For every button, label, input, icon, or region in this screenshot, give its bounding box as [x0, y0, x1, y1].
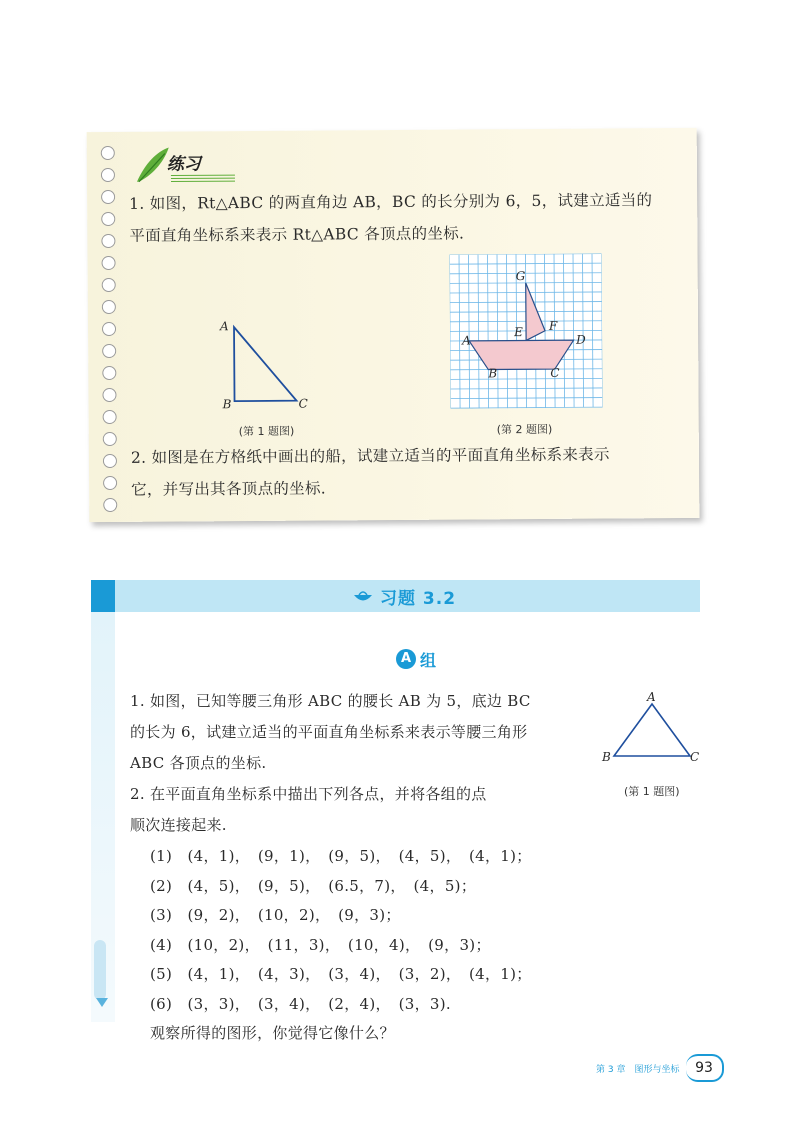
practice-q2 [131, 438, 691, 506]
point-groups [150, 842, 610, 1049]
fig2-label-a: A [462, 333, 471, 348]
fig1-label-a: A [219, 319, 229, 334]
boat-grid-figure [450, 254, 603, 409]
point-group-3: (3) (9，2)， (10，2)， (9，3)； [150, 906, 401, 924]
exercise-q1-line3: ABC 各顶点的坐标. [130, 754, 267, 772]
point-group-5: (5) (4，1)， (4，3)， (3，4)， (3，2)， (4，1)； [150, 965, 532, 983]
fig2-label-f: F [548, 318, 558, 333]
point-group-1: (1) (4，1)， (9，1)， (9，5)， (4，5)， (4，1)； [150, 847, 532, 865]
fig2-label-b: B [488, 366, 498, 381]
fig2-label-g: G [515, 269, 526, 284]
fig2-label-d: D [576, 332, 586, 347]
point-group-4: (4) (10，2)， (11，3)， (10，4)， (9，3)； [150, 935, 491, 954]
binder-ring [102, 388, 116, 402]
point-group-6: (6) (3，3)， (3，4)， (2，4)， (3，3). [150, 994, 451, 1013]
iso-caption: (第 1 题图) [624, 785, 680, 798]
point-group-2: (2) (4，5)， (9，5)， (6.5，7)， (4，5)； [150, 876, 477, 895]
binder-ring [102, 322, 116, 336]
binder-ring [103, 454, 117, 468]
practice-title: 练习 [166, 154, 201, 175]
iso-label-b: B [602, 750, 611, 764]
iso-label-c: C [690, 750, 700, 764]
group-a-badge: A [396, 649, 416, 669]
right-triangle-figure [216, 319, 317, 410]
binder-ring [102, 366, 116, 380]
practice-card [87, 128, 700, 522]
binder-ring [101, 190, 115, 204]
exercise-closing: 观察所得的图形，你觉得它像什么？ [150, 1024, 395, 1042]
exercise-q1 [130, 686, 600, 841]
binder-ring [101, 212, 115, 226]
exercise-q1-line1: 1. 如图，已知等腰三角形 ABC 的腰长 AB 为 5，底边 BC [130, 692, 531, 710]
footer-chapter: 第 3 章 图形与坐标 [596, 1065, 680, 1075]
binder-ring [102, 300, 116, 314]
exercise-header-square [91, 580, 115, 612]
fig1-label-b: B [222, 397, 232, 412]
binder-ring [103, 476, 117, 490]
fig1-caption: (第 1 题图) [238, 424, 295, 439]
iso-label-a: A [647, 690, 656, 704]
bowl-icon [352, 588, 374, 606]
practice-q1 [129, 184, 689, 252]
practice-q1-line2: 平面直角坐标系来表示 Rt△ABC 各顶点的坐标. [129, 224, 465, 245]
binder-ring [102, 278, 116, 292]
binder-ring [102, 344, 116, 358]
binder-ring [101, 234, 115, 248]
down-arrow-icon [96, 998, 108, 1007]
binder-ring [103, 410, 117, 424]
exercise-q1-line2: 的长为 6，试建立适当的平面直角坐标系来表示等腰三角形 [130, 723, 528, 741]
page-number: 93 [686, 1054, 724, 1082]
binder-ring [101, 168, 115, 182]
fig2-caption: (第 2 题图) [496, 422, 553, 437]
scroll-track [94, 940, 106, 1000]
practice-q1-line1: 1. 如图，Rt△ABC 的两直角边 AB，BC 的长分别为 6，5，试建立适当的 [129, 191, 653, 213]
fig2-label-c: C [550, 365, 560, 380]
fig2-label-e: E [514, 325, 523, 340]
practice-q2-line2: 它，并写出其各顶点的坐标. [131, 479, 327, 499]
binder-ring [101, 146, 115, 160]
exercise-q2-line2: 顺次连接起来. [130, 816, 227, 834]
group-a-label: 组 [420, 651, 437, 670]
binder-ring [102, 256, 116, 270]
binder-ring [103, 498, 117, 512]
binder-ring [103, 432, 117, 446]
fig1-label-c: C [298, 396, 308, 411]
exercise-q2-line1: 2. 在平面直角坐标系中描出下列各点，并将各组的点 [130, 785, 487, 803]
exercise-header-title: 习题 3.2 [380, 589, 457, 609]
practice-q2-line1: 2. 如图是在方格纸中画出的船，试建立适当的平面直角坐标系来表示 [130, 445, 610, 467]
